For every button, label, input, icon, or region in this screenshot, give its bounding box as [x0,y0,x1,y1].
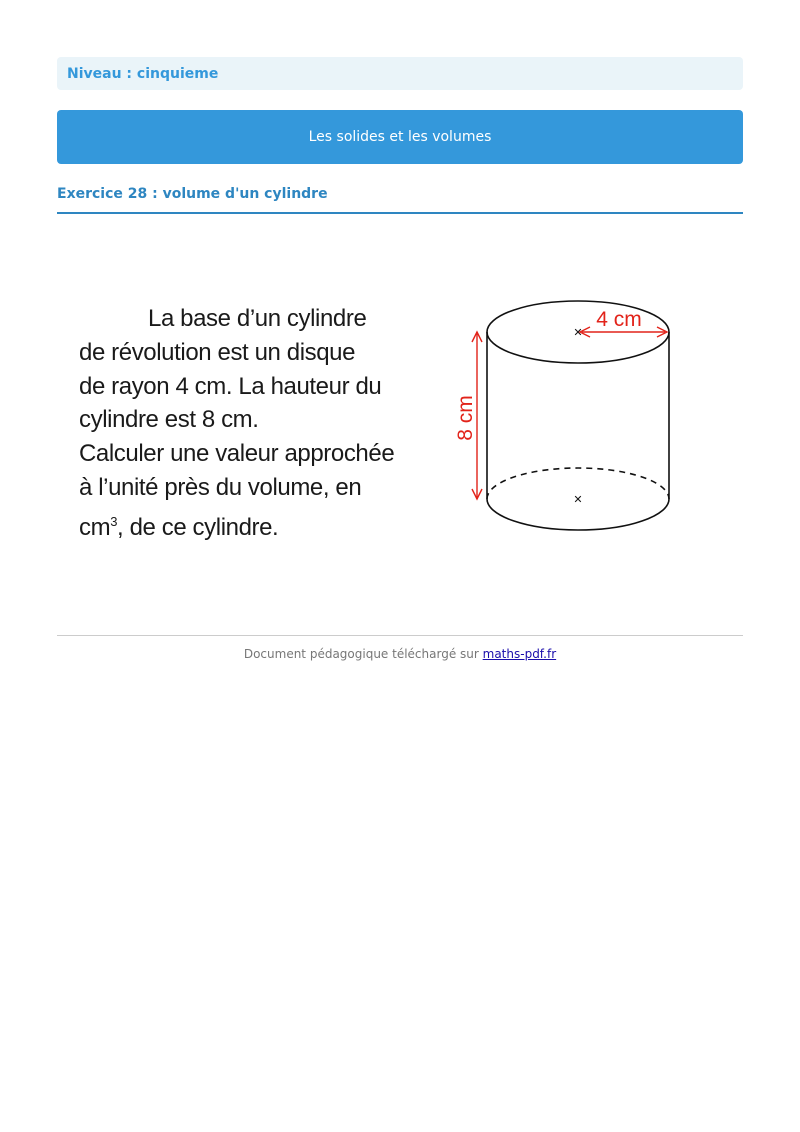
problem-line: Calculer une valeur approchée [79,440,395,468]
unit-cm: cm [79,513,111,541]
problem-line: cylindre est 8 cm. [79,406,259,434]
problem-line: La base d’un cylindre [148,305,367,332]
height-label: 8 cm [454,395,477,441]
top-center-mark: ✕ [573,326,583,339]
footer [57,647,743,661]
problem-statement [79,302,424,545]
footer-link[interactable]: maths-pdf.fr [482,647,557,661]
problem-line: de rayon 4 cm. La hauteur du [79,372,382,400]
exercise-title: Exercice 28 : volume d'un cylindre [57,186,743,214]
bottom-center-mark: ✕ [573,493,583,506]
problem-line-end: , de ce cylindre. [117,513,279,541]
level-badge [57,57,743,90]
footer-text: Document pédagogique téléchargé sur [243,647,483,661]
cylinder-figure [450,290,690,540]
level-label: Niveau : cinquieme [67,65,219,82]
footer-divider [57,635,743,636]
topic-banner [57,110,743,164]
problem-line: à l’unité près du volume, en [79,473,362,501]
radius-label: 4 cm [596,308,642,331]
problem-line: de révolution est un disque [79,338,356,366]
unit-exponent: 3 [110,513,118,529]
problem-line [79,505,424,545]
topic-title: Les solides et les volumes [308,129,492,145]
